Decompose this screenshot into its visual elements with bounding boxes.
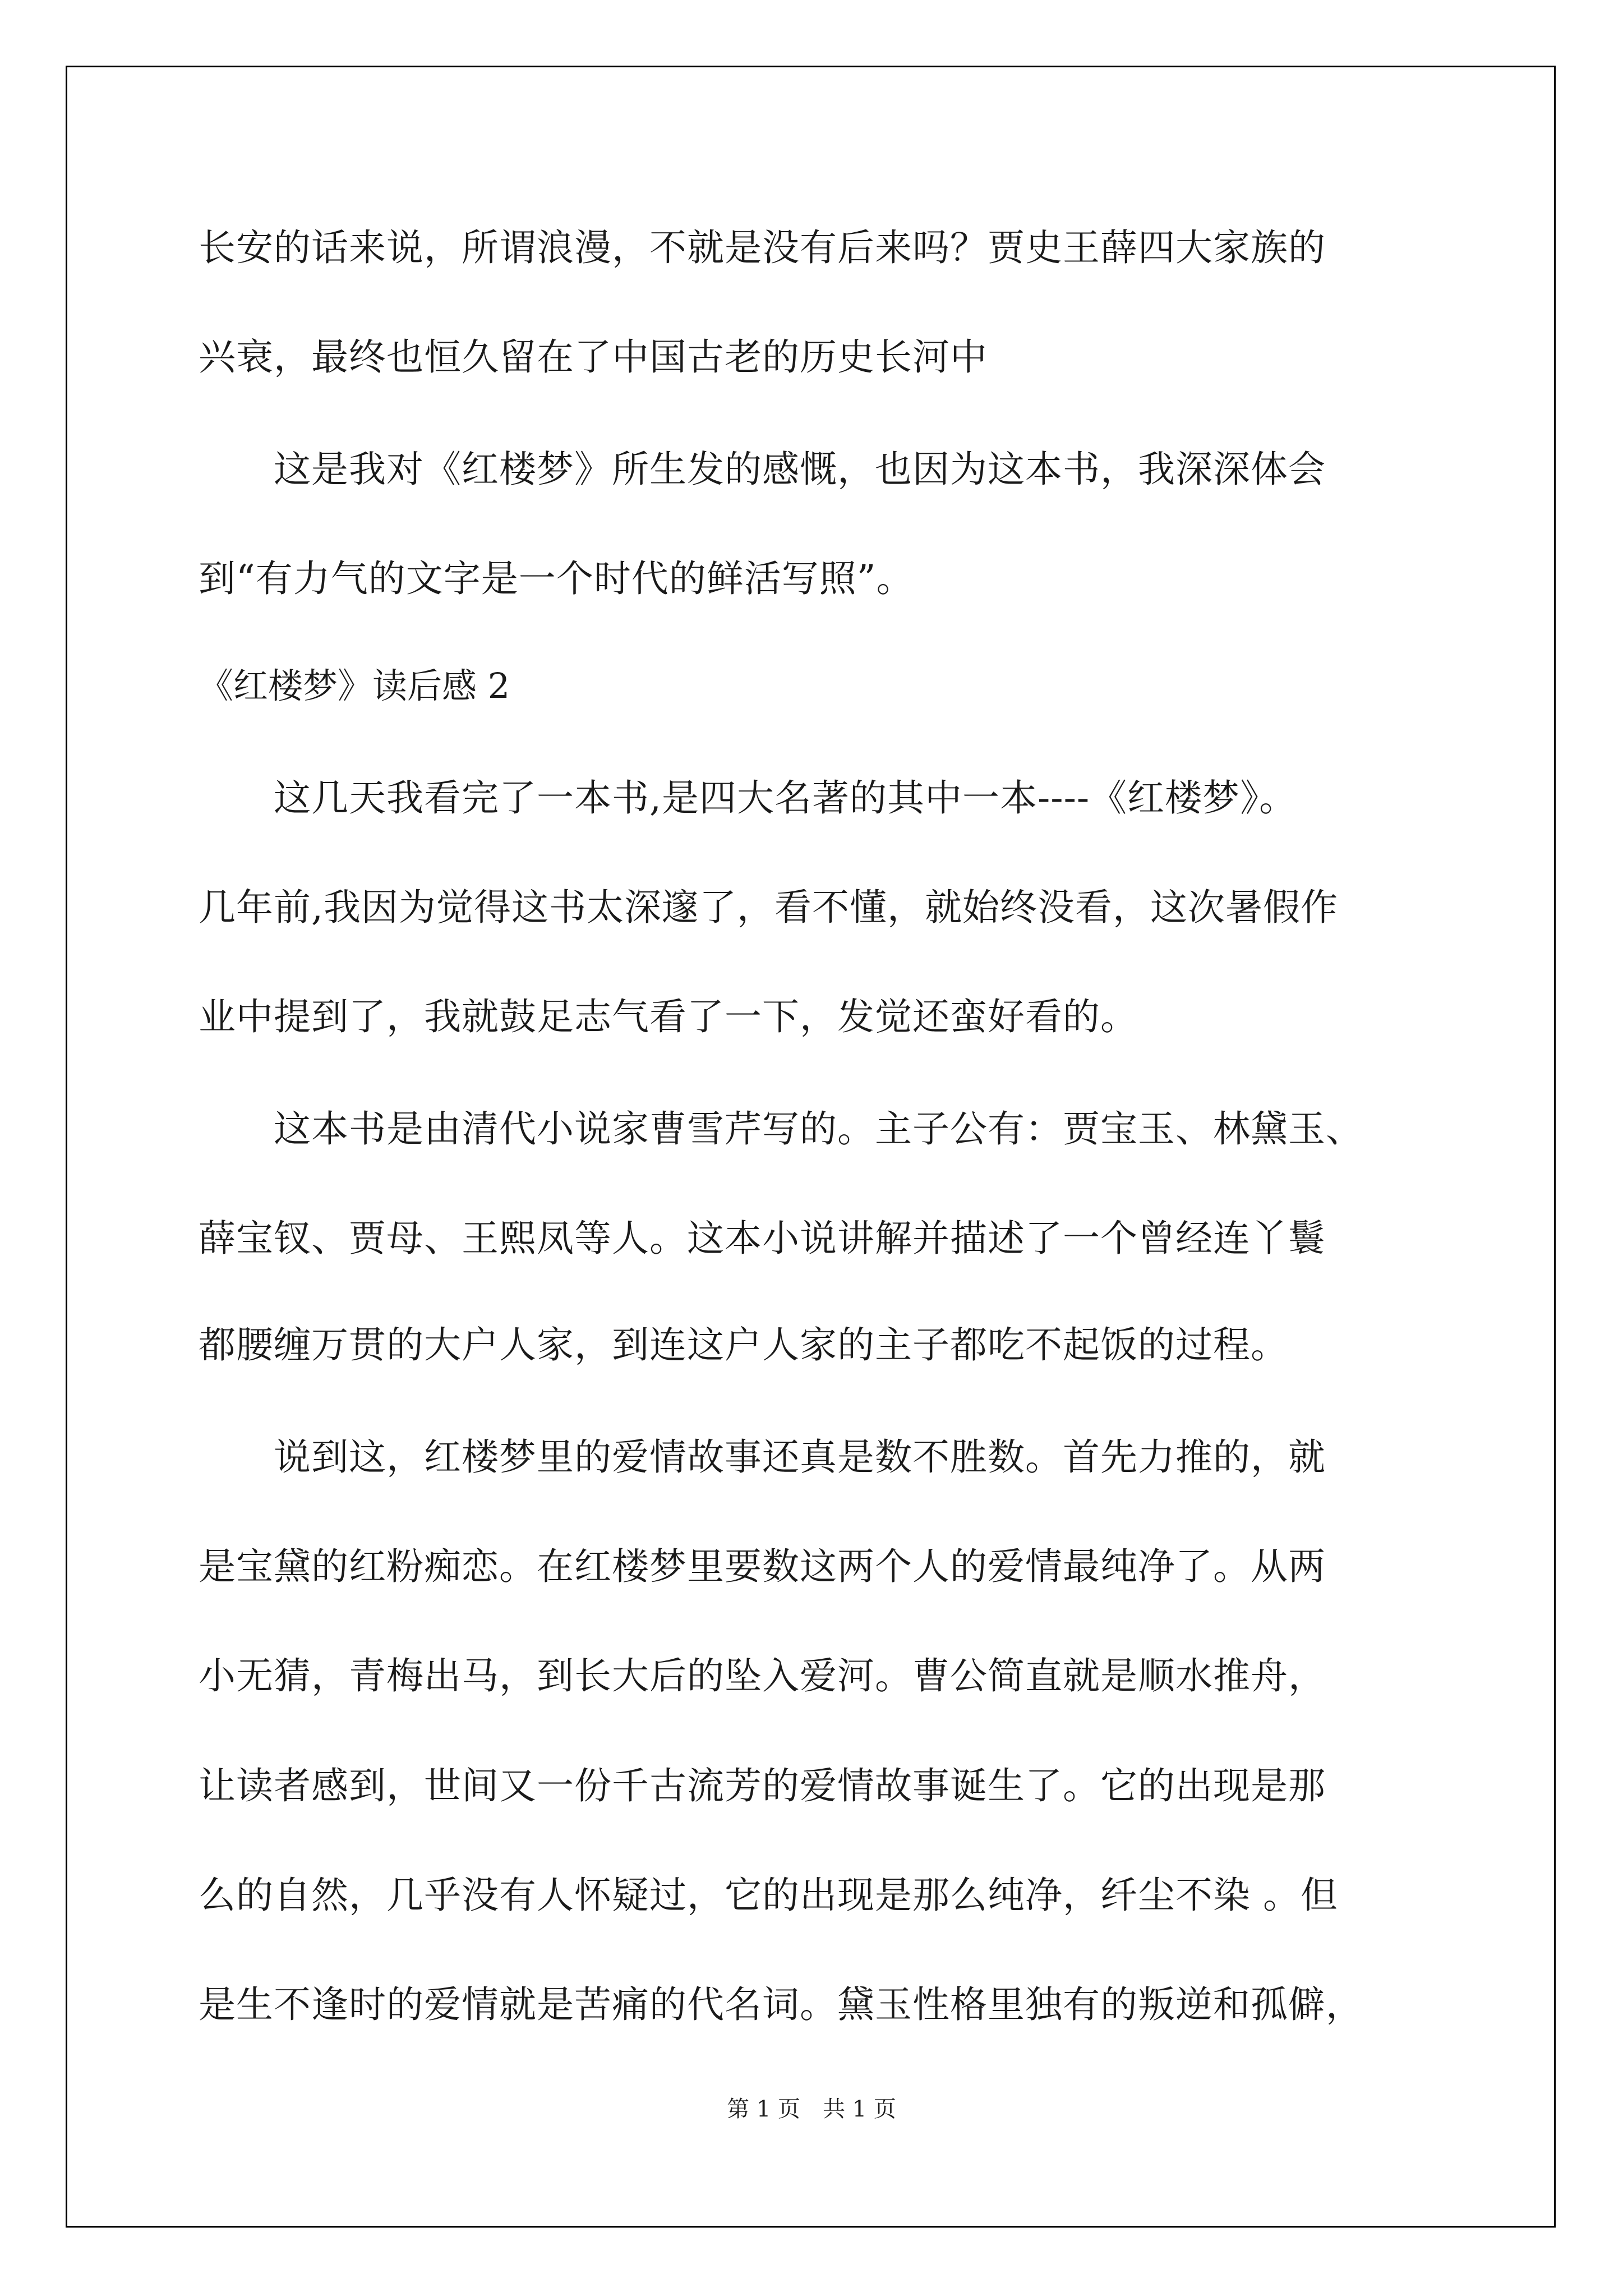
page-footer: 第 1 页 共 1 页 xyxy=(727,2096,896,2122)
text-line: 到“有力气的文字是一个时代的鲜活写照”。 xyxy=(199,557,914,600)
text-line: 让读者感到，世间又一份千古流芳的爱情故事诞生了。它的出现是那 xyxy=(199,1764,1326,1807)
text-line: 这是我对《红楼梦》所生发的感慨，也因为这本书，我深深体会 xyxy=(199,448,1326,491)
text-line: 都腰缠万贯的大户人家，到连这户人家的主子都吃不起饭的过程。 xyxy=(199,1323,1288,1366)
text-line: 是生不逢时的爱情就是苦痛的代名词。黛玉性格里独有的叛逆和孤僻， xyxy=(199,1983,1363,2026)
text-line: 是宝黛的红粉痴恋。在红楼梦里要数这两个人的爱情最纯净了。从两 xyxy=(199,1545,1326,1588)
text-line: 这本书是由清代小说家曹雪芹写的。主子公有：贾宝玉、林黛玉、 xyxy=(199,1107,1363,1151)
text-line: 长安的话来说，所谓浪漫，不就是没有后来吗？贾史王薛四大家族的 xyxy=(199,226,1326,269)
text-line: 么的自然，几乎没有人怀疑过，它的出现是那么纯净，纤尘不染 。但 xyxy=(199,1874,1338,1917)
text-line: 兴衰，最终也恒久留在了中国古老的历史长河中 xyxy=(199,335,988,379)
text-line: 薛宝钗、贾母、王熙凤等人。这本小说讲解并描述了一个曾经连丫鬟 xyxy=(199,1217,1326,1260)
section-heading: 《红楼梦》读后感 2 xyxy=(199,665,510,706)
text-line: 小无猜，青梅出马，到长大后的坠入爱河。曹公简直就是顺水推舟， xyxy=(199,1654,1326,1697)
text-line: 几年前,我因为觉得这书太深邃了，看不懂，就始终没看，这次暑假作 xyxy=(199,886,1338,929)
text-line: 业中提到了，我就鼓足志气看了一下，发觉还蛮好看的。 xyxy=(199,995,1138,1038)
text-line: 说到这，红楼梦里的爱情故事还真是数不胜数。首先力推的，就 xyxy=(199,1435,1326,1479)
text-line: 这几天我看完了一本书,是四大名著的其中一本----《红楼梦》。 xyxy=(199,776,1297,820)
